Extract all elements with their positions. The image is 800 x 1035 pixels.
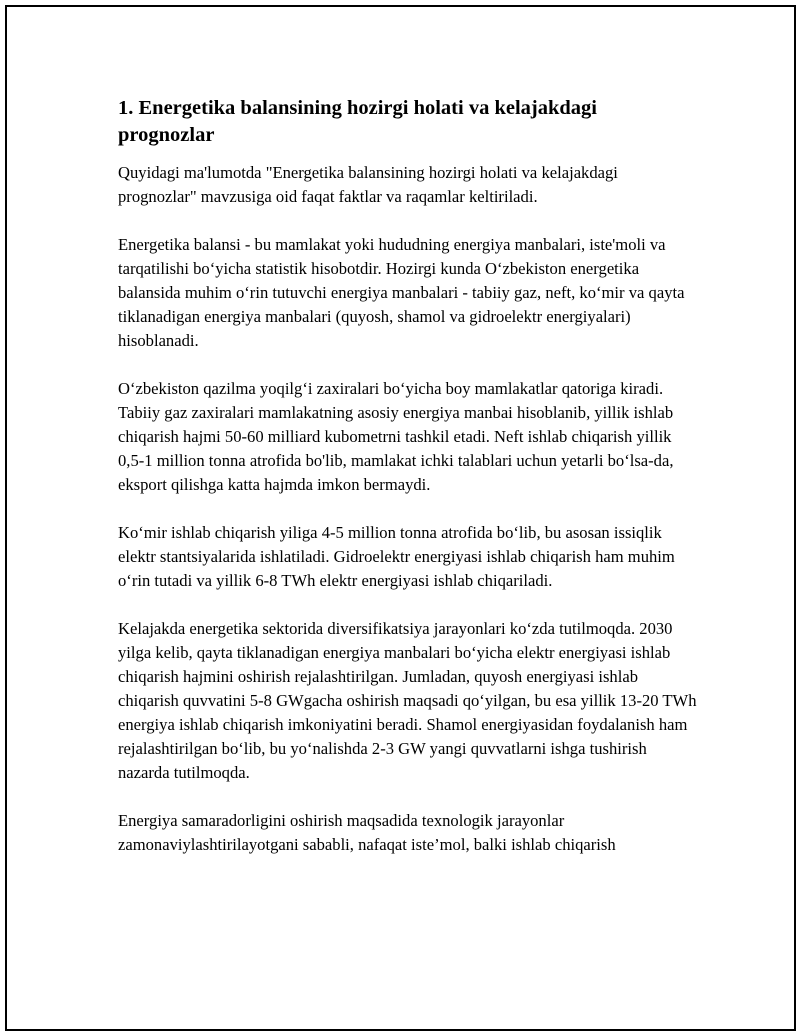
document-page bbox=[5, 5, 796, 1031]
paragraph-intro: Quyidagi ma'lumotda "Energetika balansining hozirgi holati va kelajakdagi prognozlar" mavzusiga oid faqat faktlar va raqamlar keltiriladi. bbox=[118, 163, 618, 206]
paragraph-fossil-reserves: O‘zbekiston qazilma yoqilg‘i zaxiralari bo‘yicha boy mamlakatlar qatoriga kiradi. Tabiiy gaz zaxiralari mamlakatning asosiy energiya manbai hisoblanib, yillik ishlab chiqarish hajmi 50-60 milliard kubometrni tashkil etadi. Neft ishlab chiqarish yillik 0,5-1 million tonna atrofida bo'lib, mamlakat ichki talablari uchun yetarli bo‘lsa-da, eksport qilishga katta hajmda imkon bermaydi. bbox=[118, 379, 674, 494]
paragraph-future-plans: Kelajakda energetika sektorida diversifikatsiya jarayonlari ko‘zda tutilmoqda. 2030 yilga kelib, qayta tiklanadigan energiya manbalari bo‘yicha elektr energiyasi ishlab chiqarish hajmini oshirish rejalashtirilgan. Jumladan, quyosh energiyasi ishlab chiqarish quvvatini 5-8 GWgacha oshirish maqsadi qo‘yilgan, bu esa yillik 13-20 TWh energiya ishlab chiqarish imkoniyatini beradi. Shamol energiyasidan foydalanish ham rejalashtirilgan bo‘lib, bu yo‘nalishda 2-3 GW yangi quvvatlarni ishga tushirish nazarda tutilmoqda. bbox=[118, 619, 697, 782]
document-content bbox=[118, 95, 698, 881]
paragraph-efficiency: Energiya samaradorligini oshirish maqsadida texnologik jarayonlar zamonaviylashtirilayotgani sababli, nafaqat iste’mol, balki ishlab chiqarish bbox=[118, 811, 616, 854]
paragraph-energy-balance: Energetika balansi - bu mamlakat yoki hududning energiya manbalari, iste'moli va tarqatilishi bo‘yicha statistik hisobotdir. Hozirgi kunda O‘zbekiston energetika balansida muhim o‘rin tutuvchi energiya manbalari - tabiiy gaz, neft, ko‘mir va qayta tiklanadigan energiya manbalari (quyosh, shamol va gidroelektr energiyalari) hisoblanadi. bbox=[118, 235, 685, 350]
section-heading: 1. Energetika balansining hozirgi holati va kelajakdagi prognozlar bbox=[118, 97, 597, 146]
paragraph-coal-hydro: Ko‘mir ishlab chiqarish yiliga 4-5 million tonna atrofida bo‘lib, bu asosan issiqlik elektr stantsiyalarida ishlatiladi. Gidroelektr energiyasi ishlab chiqarish ham muhim o‘rin tutadi va yillik 6-8 TWh elektr energiyasi ishlab chiqariladi. bbox=[118, 523, 675, 590]
